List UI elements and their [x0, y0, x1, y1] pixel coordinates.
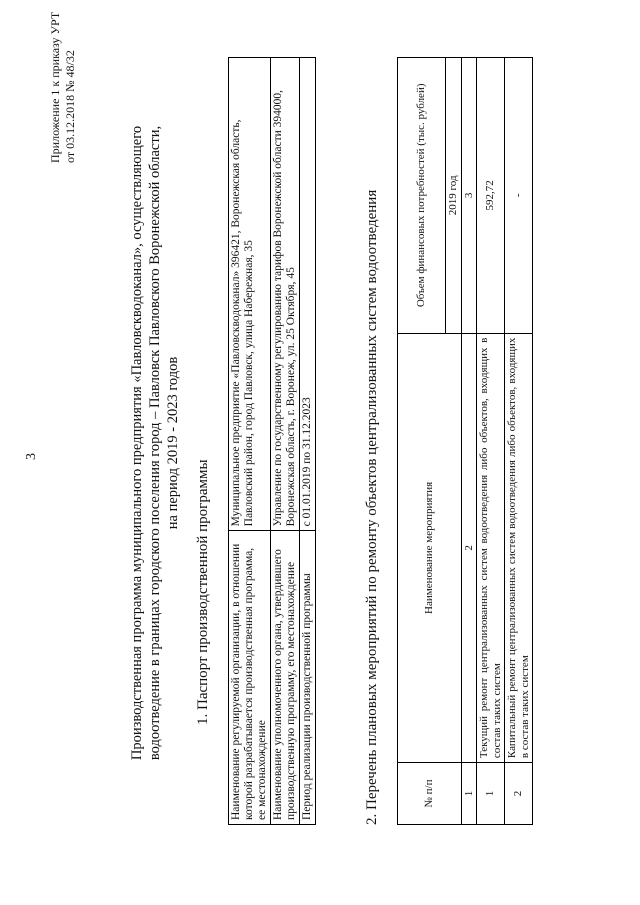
col-header-year: 2019 год	[446, 58, 462, 334]
table-row	[229, 58, 271, 825]
passport-table	[228, 57, 316, 825]
row-name: Капитальный ремонт централизованных систем водоотведения либо объектов, входящих в состав таких систем	[505, 333, 533, 762]
passport-value: с 01.01.2019 по 31.12.2023	[300, 58, 316, 531]
row-value: 592,72	[477, 58, 505, 334]
title-line-2: водоотведение в границах городского поселения город – Павловск Павловского Воронежской области,	[147, 125, 163, 761]
passport-label: Наименование регулируемой организации, в отношении которой разрабатывается производственная программа, ее местонахождение	[229, 531, 271, 825]
appendix-line-2: от 03.12.2018 № 48/32	[63, 50, 77, 163]
row-name: Текущий ремонт централизованных систем водоотведения либо объектов, входящих в состав таких систем	[477, 333, 505, 762]
passport-value: Муниципальное предприятие «Павловскводоканал» 396421, Воронежская область, Павловский район, город Павловск, улица Набережная, 35	[229, 58, 271, 531]
column-number-row	[461, 58, 477, 825]
col-header-name: Наименование мероприятия	[398, 333, 462, 762]
passport-label: Наименование уполномоченного органа, утвердившего производственную программу, его местонахождение	[271, 531, 300, 825]
section-1-heading: 1. Паспорт производственной программы	[195, 459, 211, 725]
title-line-3: на период 2019 - 2023 годов	[165, 356, 181, 530]
col-header-volume: Объем финансовых потребностей (тыс. рублей)	[398, 58, 446, 334]
table-row	[505, 58, 533, 825]
col-header-num: № п/п	[398, 763, 462, 825]
col-number: 3	[461, 58, 477, 334]
document-title	[128, 53, 182, 833]
col-number: 1	[461, 763, 477, 825]
appendix-reference	[48, 0, 78, 163]
repairs-table	[397, 57, 533, 825]
col-number: 2	[461, 333, 477, 762]
section-2-heading: 2. Перечень плановых мероприятий по ремонту объектов централизованных систем водоотведения	[364, 189, 380, 825]
page-number: 3	[24, 453, 39, 460]
row-num: 1	[477, 763, 505, 825]
table-row	[300, 58, 316, 825]
table-row	[477, 58, 505, 825]
title-line-1: Производственная программа муниципального предприятия «Павловскводоканал», осуществляющего	[129, 125, 145, 761]
appendix-line-1: Приложение 1 к приказу УРТ	[48, 11, 62, 163]
table-row	[271, 58, 300, 825]
passport-label: Период реализации производственной программы	[300, 531, 316, 825]
passport-value: Управление по государственному регулированию тарифов Воронежской области 394000, Воронежская область, г. Воронеж, ул. 25 Октября, 45	[271, 58, 300, 531]
table-header-row	[398, 58, 446, 825]
row-value: -	[505, 58, 533, 334]
row-num: 2	[505, 763, 533, 825]
